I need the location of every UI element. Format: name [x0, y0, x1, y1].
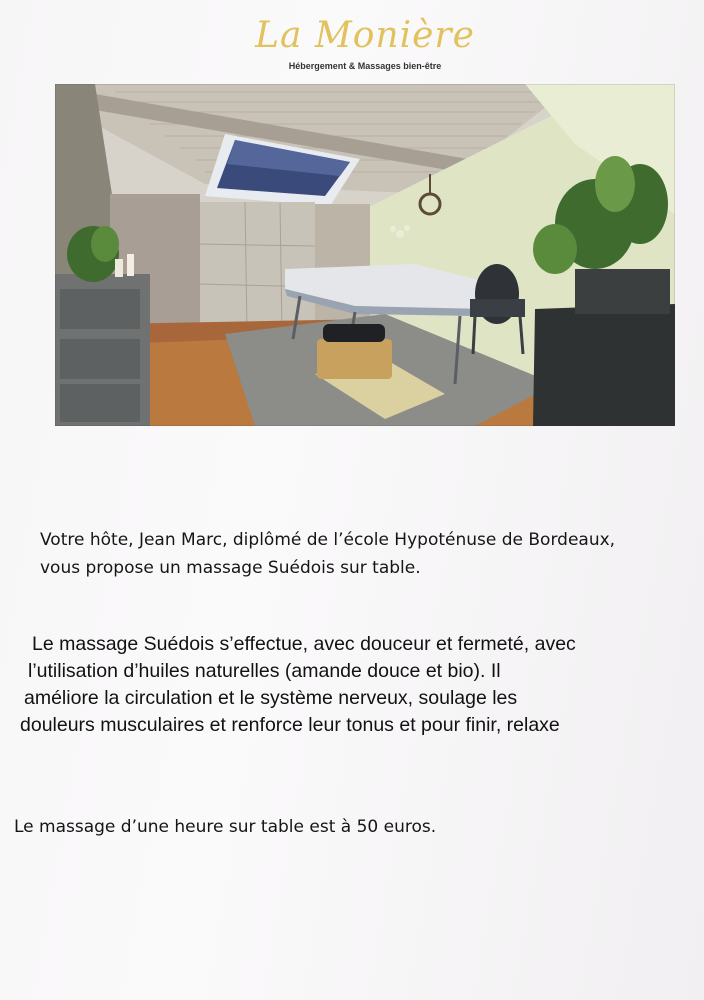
intro-paragraph	[40, 526, 690, 582]
intro-line: Votre hôte, Jean Marc, diplômé de l’école Hypoténuse de Bordeaux,	[40, 530, 616, 550]
brand-logo-text: La Monière	[255, 15, 475, 56]
massage-room-photo	[55, 84, 675, 426]
intro-line: vous propose un massage Suédois sur table.	[40, 558, 421, 578]
description-line: l’utilisation d’huiles naturelles (amande douce et bio). Il	[28, 660, 501, 682]
description-paragraph	[20, 631, 704, 739]
description-line: améliore la circulation et le système nerveux, soulage les	[24, 687, 518, 709]
brand-tagline: Hébergement & Massages bien-être	[288, 61, 442, 71]
price-line: Le massage d’une heure sur table est à 50 euros.	[14, 817, 437, 837]
description-line: douleurs musculaires et renforce leur tonus et pour finir, relaxe	[20, 714, 560, 736]
description-line: Le massage Suédois s’effectue, avec douceur et fermeté, avec	[32, 633, 576, 655]
